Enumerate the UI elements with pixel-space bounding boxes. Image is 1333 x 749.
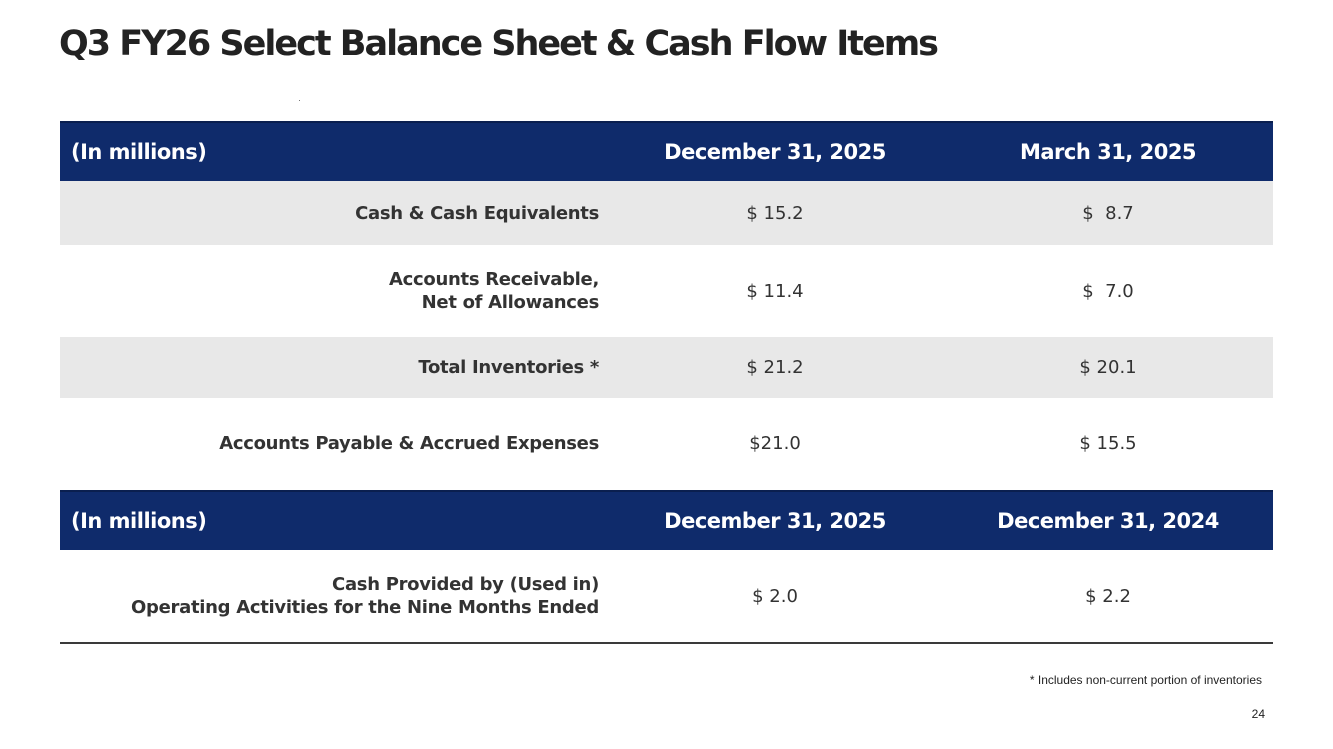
row-value-dec-2024: $ 2.2: [1085, 585, 1131, 607]
slide-title: Q3 FY26 Select Balance Sheet & Cash Flow Items: [59, 24, 938, 64]
table-bottom-rule: [60, 642, 1273, 644]
row-value-mar-2025: $ 15.5: [1079, 433, 1137, 454]
header-col-dec-2024: December 31, 2024: [997, 509, 1219, 533]
header-col-mar-2025: March 31, 2025: [1019, 140, 1197, 164]
row-label: Accounts Receivable, Net of Allowances: [389, 269, 599, 313]
row-label: Cash Provided by (Used in) Operating Activities for the Nine Months Ended: [131, 574, 599, 618]
row-value-dec-2025: $ 15.2: [746, 202, 804, 224]
balance-sheet-table: [60, 121, 1273, 489]
row-label: Total Inventories *: [418, 357, 599, 378]
table-row: [60, 398, 1273, 489]
table-row: [60, 245, 1273, 337]
row-label: Cash & Cash Equivalents: [355, 202, 599, 224]
table-row: [60, 337, 1273, 398]
header-label: (In millions): [71, 509, 207, 533]
row-value-dec-2025: $ 11.4: [746, 280, 804, 302]
header-col-dec-2025: December 31, 2025: [664, 140, 886, 164]
row-value-mar-2025: $ 8.7: [1082, 202, 1134, 224]
row-value-dec-2025: $ 2.0: [752, 585, 798, 607]
row-label: Accounts Payable & Accrued Expenses: [219, 433, 599, 454]
row-value-mar-2025: $ 20.1: [1079, 357, 1137, 378]
table-row: [60, 181, 1273, 245]
cash-flow-header: [60, 490, 1273, 550]
page-number: 24: [1251, 707, 1265, 721]
row-value-dec-2025: $ 21.2: [746, 357, 804, 378]
footnote: * Includes non-current portion of inventories: [1029, 673, 1262, 687]
table-row: [60, 550, 1273, 642]
decorative-dot: [299, 100, 300, 101]
balance-sheet-header: [60, 121, 1273, 181]
cash-flow-table: [60, 490, 1273, 644]
row-value-dec-2025: $21.0: [749, 433, 801, 454]
header-label: (In millions): [71, 140, 207, 164]
header-col-dec-2025: December 31, 2025: [664, 509, 886, 533]
row-value-mar-2025: $ 7.0: [1082, 280, 1134, 302]
